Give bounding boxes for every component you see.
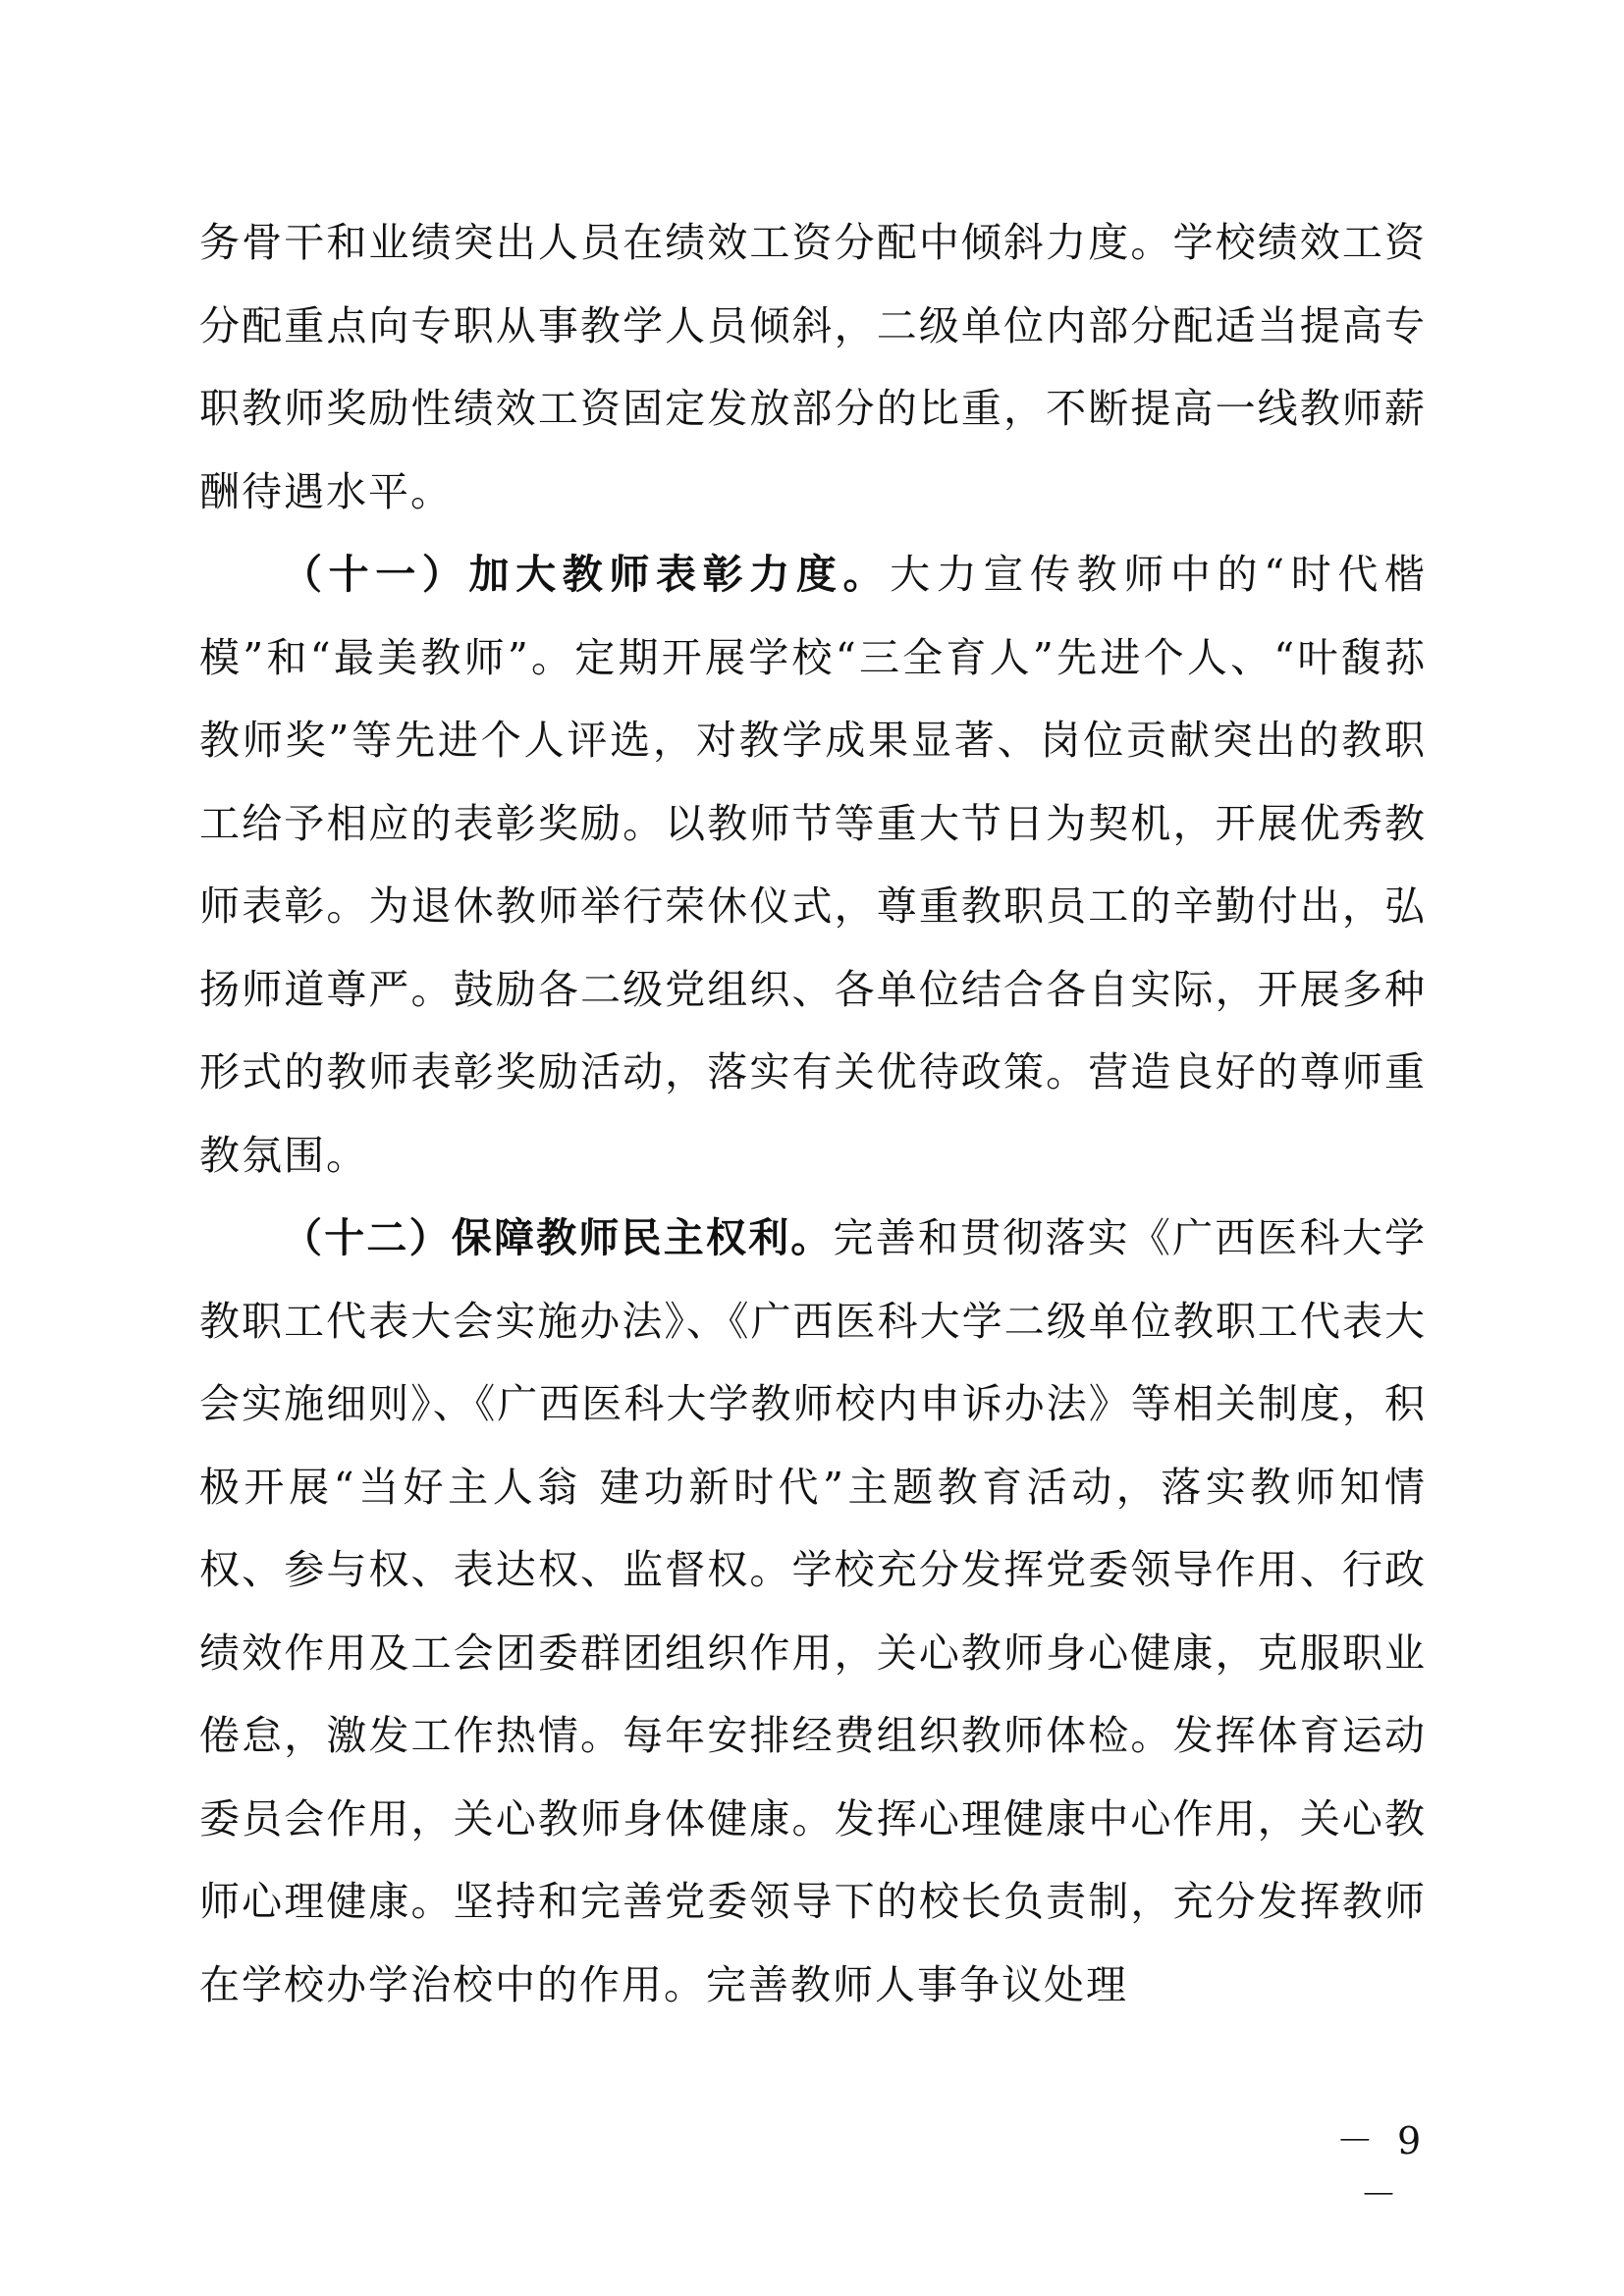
paragraph-teacher-rights (199, 1197, 1427, 2026)
paragraph-text: 完善和贯彻落实《广西医科大学教职工代表大会实施办法》、《广西医科大学二级单位教职工代表大会实施细则》、《广西医科大学教师校内申诉办法》等相关制度，积极开展“当好主人翁 建功新时代”主题教育活动，落实教师知情权、参与权、表达权、监督权。学校充分发挥党委领导作用、行政绩效作用及工会团委群团组织作用，关心教师身心健康，克服职业倦怠，激发工作热情。每年安排经费组织教师体检。发挥体育运动委员会作用，关心教师身体健康。发挥心理健康中心作用，关心教师心理健康。坚持和完善党委领导下的校长负责制，充分发挥教师在学校办学治校中的作用。完善教师人事争议处理 (199, 1214, 1427, 2008)
paragraph-teacher-commendation (199, 533, 1427, 1197)
section-heading-12: （十二）保障教师民主权利。 (282, 1214, 834, 1261)
paragraph-continuation (199, 201, 1427, 533)
paragraph-text: 大力宣传教师中的“时代楷模”和“最美教师”。定期开展学校“三全育人”先进个人、“叶馥荪教师奖”等先进个人评选，对教学成果显著、岗位贡献突出的教职工给予相应的表彰奖励。以教师节等重大节日为契机，开展优秀教师表彰。为退休教师举行荣休仪式，尊重教职员工的辛勤付出，弘扬师道尊严。鼓励各二级党组织、各单位结合各自实际，开展多种形式的教师表彰奖励活动，落实有关优待政策。营造良好的尊师重教氛围。 (199, 551, 1427, 1179)
section-heading-11: （十一）加大教师表彰力度。 (282, 551, 891, 598)
document-body (199, 201, 1427, 2026)
page-number: － 9 － (1335, 2119, 1428, 2216)
paragraph-text: 务骨干和业绩突出人员在绩效工资分配中倾斜力度。学校绩效工资分配重点向专职从事教学人员倾斜，二级单位内部分配适当提高专职教师奖励性绩效工资固定发放部分的比重，不断提高一线教师薪酬待遇水平。 (199, 219, 1427, 515)
